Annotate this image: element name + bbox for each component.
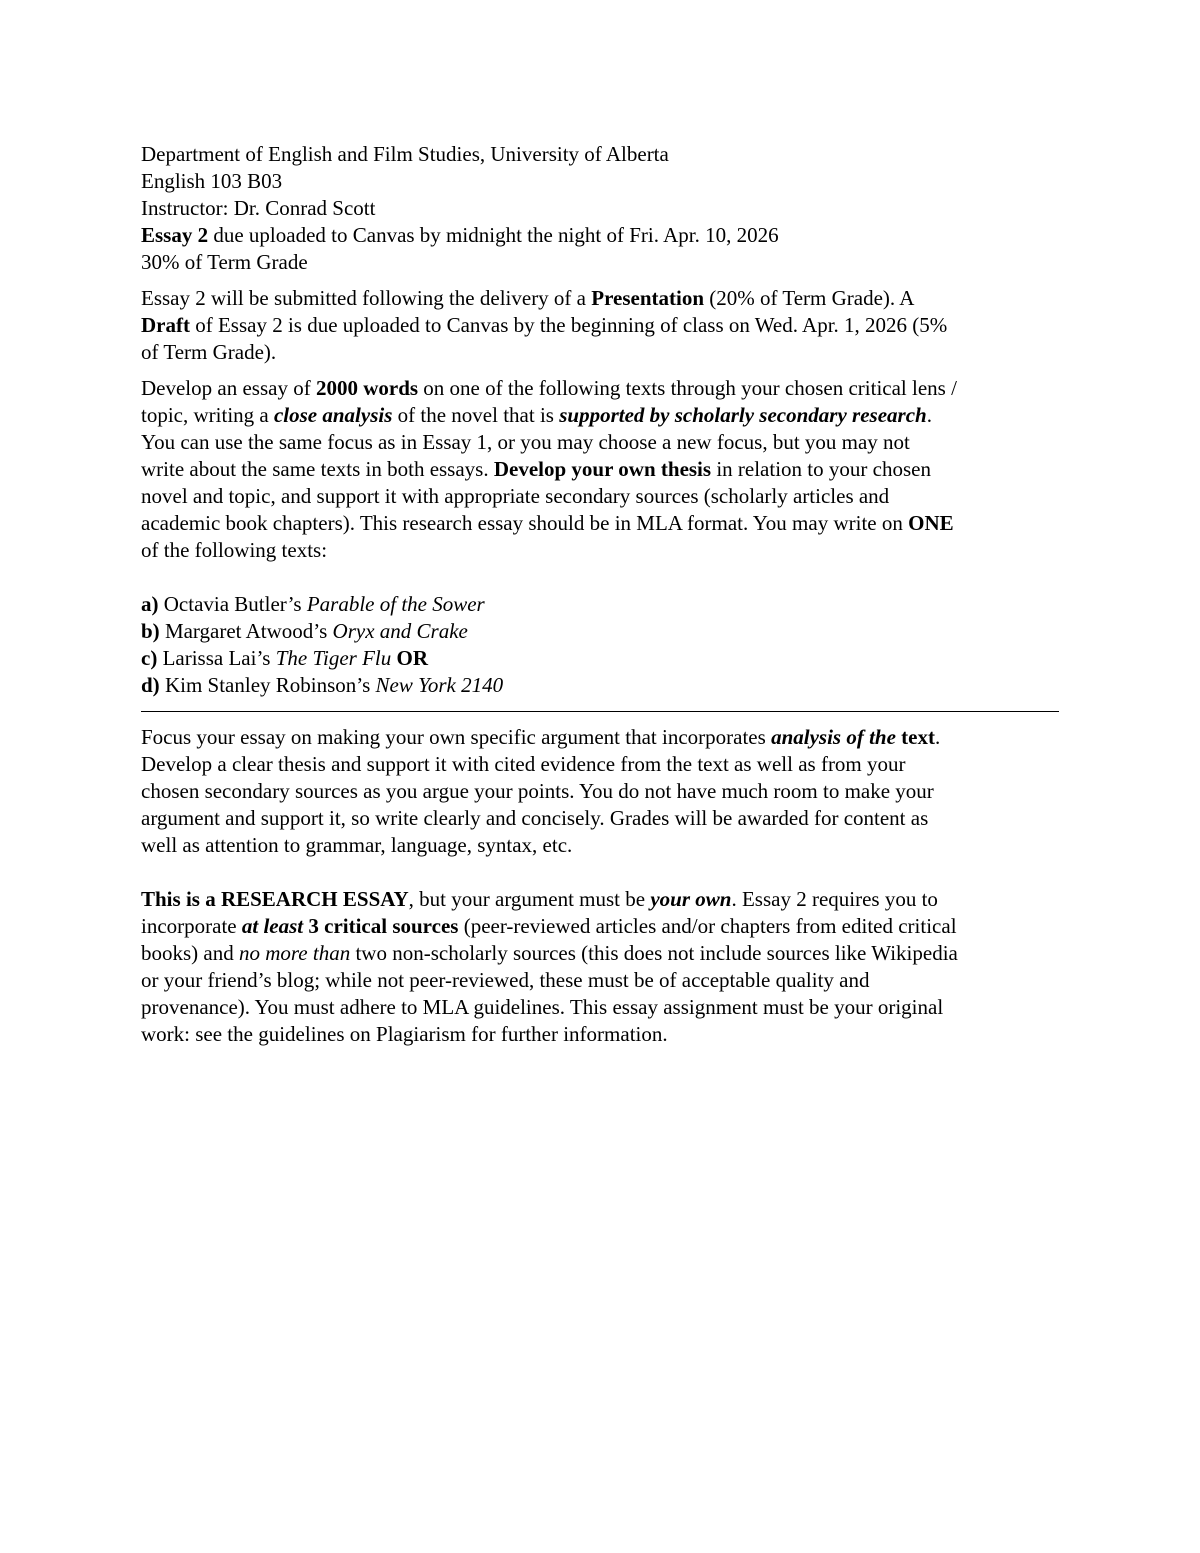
instructor-line: Instructor: Dr. Conrad Scott <box>141 196 376 220</box>
text-term: text <box>901 725 935 749</box>
develop-paragraph: Develop an essay of 2000 words on one of the following texts through your chosen critical lens / topic, writing a close analysis of the novel that is supported by scholarly secondary research. You can use the same focus as in Essay 1, or you may choose a new focus, but you may not write about the same texts in both essays. Develop your own thesis in relation to your chosen novel and topic, and support it with appropriate secondary sources (scholarly articles and academic book chapters). This research essay should be in MLA format. You may write on ONE of the following texts: <box>141 376 957 562</box>
supported-term: supported by scholarly secondary research <box>559 403 927 427</box>
focus-paragraph: Focus your essay on making your own specific argument that incorporates analysis of the text. Develop a clear thesis and support it with cited evidence from the text as well as from your chosen secondary sources as you argue your points. You do not have much room to make your argument and support it, so write clearly and concisely. Grades will be awarded for content as well as attention to grammar, language, syntax, etc. <box>141 725 941 857</box>
department-line: Department of English and Film Studies, University of Alberta <box>141 142 669 166</box>
weight-line: 30% of Term Grade <box>141 250 308 274</box>
at-least-term: at least <box>241 914 304 938</box>
due-line <box>141 222 1061 249</box>
list-item: d) Kim Stanley Robinson’s New York 2140 <box>141 673 504 697</box>
research-essay-term: This is a RESEARCH ESSAY <box>141 887 409 911</box>
due-text: due uploaded to Canvas by midnight the night of Fri. Apr. 10, 2026 <box>208 223 779 247</box>
thesis-term: Develop your own thesis <box>493 457 712 481</box>
course-header <box>141 141 1061 276</box>
intro-paragraph: Essay 2 will be submitted following the delivery of a Presentation (20% of Term Grade). A Draft of Essay 2 is due uploaded to Canvas by the beginning of class on Wed. Apr. 1, 2026 (5% of Term Grade). <box>141 286 948 364</box>
draft-term: Draft <box>141 313 190 337</box>
course-line: English 103 B03 <box>141 169 283 193</box>
list-item: c) Larissa Lai’s The Tiger Flu OR <box>141 646 428 670</box>
your-own-term: your own <box>650 887 732 911</box>
critical-sources-term: 3 critical sources <box>303 914 459 938</box>
research-paragraph: This is a RESEARCH ESSAY, but your argument must be your own. Essay 2 requires you to incorporate at least 3 critical sources (peer-reviewed articles and/or chapters from edited critical books) and no more than two non-scholarly sources (this does not include sources like Wikipedia or your friend’s blog; while not peer-reviewed, these must be of acceptable quality and provenance). You must adhere to MLA guidelines. This essay assignment must be your original work: see the guidelines on Plagiarism for further information. <box>141 887 958 1046</box>
one-term: ONE <box>908 511 954 535</box>
document-page <box>141 141 1061 1048</box>
essay-label: Essay 2 <box>141 223 209 247</box>
analysis-term: analysis of the <box>771 725 896 749</box>
text-options-list <box>141 591 1061 699</box>
word-count: 2000 words <box>315 376 419 400</box>
horizontal-divider <box>141 711 1059 712</box>
presentation-term: Presentation <box>591 286 705 310</box>
list-item: b) Margaret Atwood’s Oryx and Crake <box>141 619 468 643</box>
list-item: a) Octavia Butler’s Parable of the Sower <box>141 592 485 616</box>
close-analysis-term: close analysis <box>273 403 393 427</box>
no-more-than-term: no more than <box>239 941 351 965</box>
